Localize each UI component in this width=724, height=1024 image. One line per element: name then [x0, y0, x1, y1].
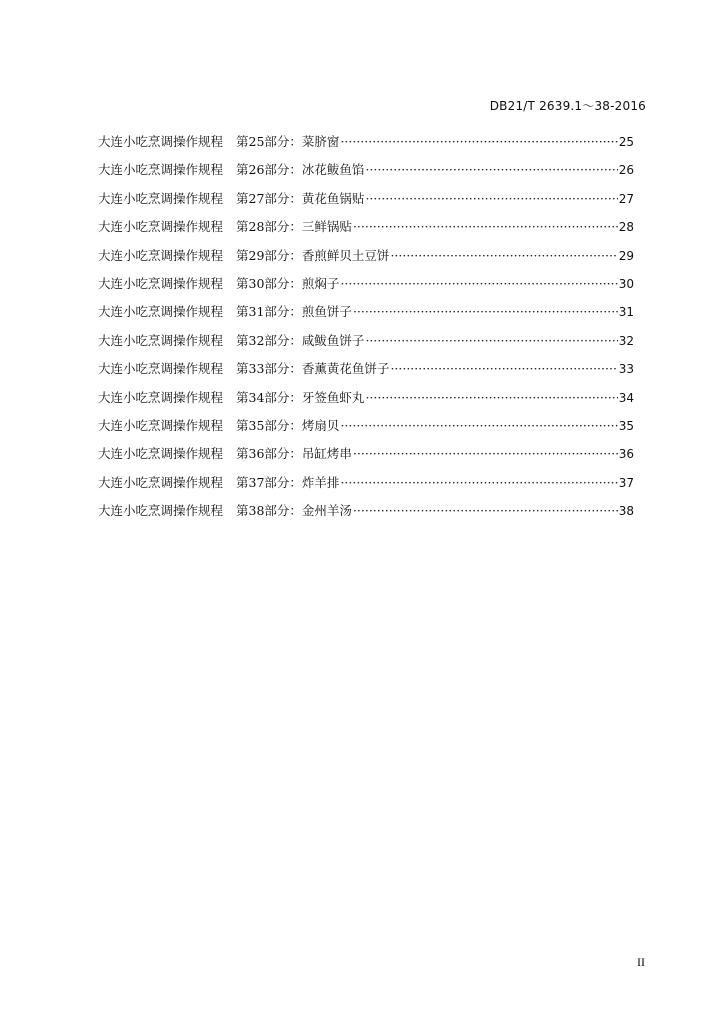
toc-entry-part-31[interactable]	[98, 304, 634, 332]
dot-leader	[340, 475, 617, 491]
toc-entry-part-32[interactable]	[98, 333, 634, 361]
toc-entry-title: 咸鲅鱼饼子	[301, 332, 365, 348]
toc-page-number: 28	[618, 220, 634, 235]
toc-page-number: 30	[618, 276, 634, 291]
toc-part-label: 第35部分：	[236, 417, 302, 433]
toc-page-number: 31	[618, 305, 634, 320]
toc-part-label: 第34部分：	[236, 389, 302, 405]
toc-entry-part-25[interactable]	[98, 134, 634, 162]
toc-part-label: 第29部分：	[236, 247, 302, 263]
toc-part-label: 第26部分：	[236, 162, 302, 178]
toc-entry-title: 三鲜锅贴	[301, 219, 352, 235]
toc-part-label: 第32部分：	[236, 332, 302, 348]
toc-entry-part-34[interactable]	[98, 390, 634, 418]
toc-series-title: 大连小吃烹调操作规程	[98, 162, 224, 178]
toc-entry-part-36[interactable]	[98, 446, 634, 474]
toc-part-label: 第31部分：	[236, 304, 302, 320]
toc-entry-title: 金州羊汤	[301, 503, 352, 519]
toc-page-number: 33	[618, 362, 634, 377]
toc-entry-title: 吊缸烤串	[301, 446, 352, 462]
toc-entry-title: 烤扇贝	[301, 417, 340, 433]
dot-leader	[365, 390, 617, 406]
dot-leader	[353, 446, 618, 462]
toc-series-title: 大连小吃烹调操作规程	[98, 219, 224, 235]
toc-entry-title: 香煎鲜贝土豆饼	[301, 247, 390, 263]
toc-entry-part-33[interactable]	[98, 361, 634, 389]
document-code: DB21/T 2639.1～38-2016	[489, 99, 646, 113]
toc-series-title: 大连小吃烹调操作规程	[98, 190, 224, 206]
toc-part-label: 第33部分：	[236, 361, 302, 377]
toc-part-label: 第38部分：	[236, 503, 302, 519]
dot-leader	[365, 162, 617, 178]
dot-leader	[353, 304, 618, 320]
toc-part-label: 第28部分：	[236, 219, 302, 235]
toc-series-title: 大连小吃烹调操作规程	[98, 361, 224, 377]
toc-page-number: 25	[618, 135, 634, 149]
toc-page-number: 38	[618, 504, 634, 519]
toc-entry-part-26[interactable]	[98, 162, 634, 190]
dot-leader	[340, 134, 617, 150]
dot-leader	[365, 333, 617, 349]
toc-entry-title: 煎鱼饼子	[301, 304, 352, 320]
toc-part-label: 第37部分：	[236, 474, 302, 490]
dot-leader	[390, 361, 617, 377]
dot-leader	[340, 276, 617, 292]
toc-page-number: 36	[618, 447, 634, 462]
toc-page-number: 32	[618, 333, 634, 348]
toc-series-title: 大连小吃烹调操作规程	[98, 304, 224, 320]
toc-entry-title: 冰花鲅鱼馅	[301, 162, 365, 178]
toc-page-number: 29	[618, 248, 634, 263]
toc-part-label: 第25部分：	[236, 134, 302, 149]
toc-series-title: 大连小吃烹调操作规程	[98, 332, 224, 348]
toc-page-number: 26	[618, 163, 634, 178]
toc-page-number: 34	[618, 390, 634, 405]
toc-page-number: 37	[618, 475, 634, 490]
toc-entry-part-37[interactable]	[98, 475, 634, 503]
toc-series-title: 大连小吃烹调操作规程	[98, 389, 224, 405]
toc-entry-part-35[interactable]	[98, 418, 634, 446]
toc-entry-part-27[interactable]	[98, 191, 634, 219]
toc-part-label: 第27部分：	[236, 190, 302, 206]
toc-entry-part-29[interactable]	[98, 248, 634, 276]
toc-series-title: 大连小吃烹调操作规程	[98, 474, 224, 490]
toc-series-title: 大连小吃烹调操作规程	[98, 417, 224, 433]
toc-entry-part-28[interactable]	[98, 219, 634, 247]
dot-leader	[353, 503, 618, 519]
page-number: II	[637, 955, 645, 969]
toc-entry-title: 菜脐窗	[301, 134, 340, 149]
dot-leader	[390, 248, 617, 264]
toc-entry-title: 牙签鱼虾丸	[301, 389, 365, 405]
toc-page-number: 35	[618, 418, 634, 433]
toc-part-label: 第36部分：	[236, 446, 302, 462]
toc-series-title: 大连小吃烹调操作规程	[98, 247, 224, 263]
table-of-contents	[98, 134, 634, 531]
toc-entry-title: 炸羊排	[301, 474, 340, 490]
dot-leader	[340, 418, 617, 434]
toc-series-title: 大连小吃烹调操作规程	[98, 503, 224, 519]
dot-leader	[365, 191, 617, 207]
toc-page-number: 27	[618, 191, 634, 206]
toc-entry-title: 煎焖子	[301, 275, 340, 291]
dot-leader	[353, 219, 618, 235]
toc-entry-part-30[interactable]	[98, 276, 634, 304]
toc-entry-title: 香薰黄花鱼饼子	[301, 361, 390, 377]
toc-series-title: 大连小吃烹调操作规程	[98, 446, 224, 462]
toc-series-title: 大连小吃烹调操作规程	[98, 134, 224, 149]
toc-series-title: 大连小吃烹调操作规程	[98, 275, 224, 291]
toc-entry-title: 黄花鱼锅贴	[301, 190, 365, 206]
toc-entry-part-38[interactable]	[98, 503, 634, 531]
toc-part-label: 第30部分：	[236, 275, 302, 291]
